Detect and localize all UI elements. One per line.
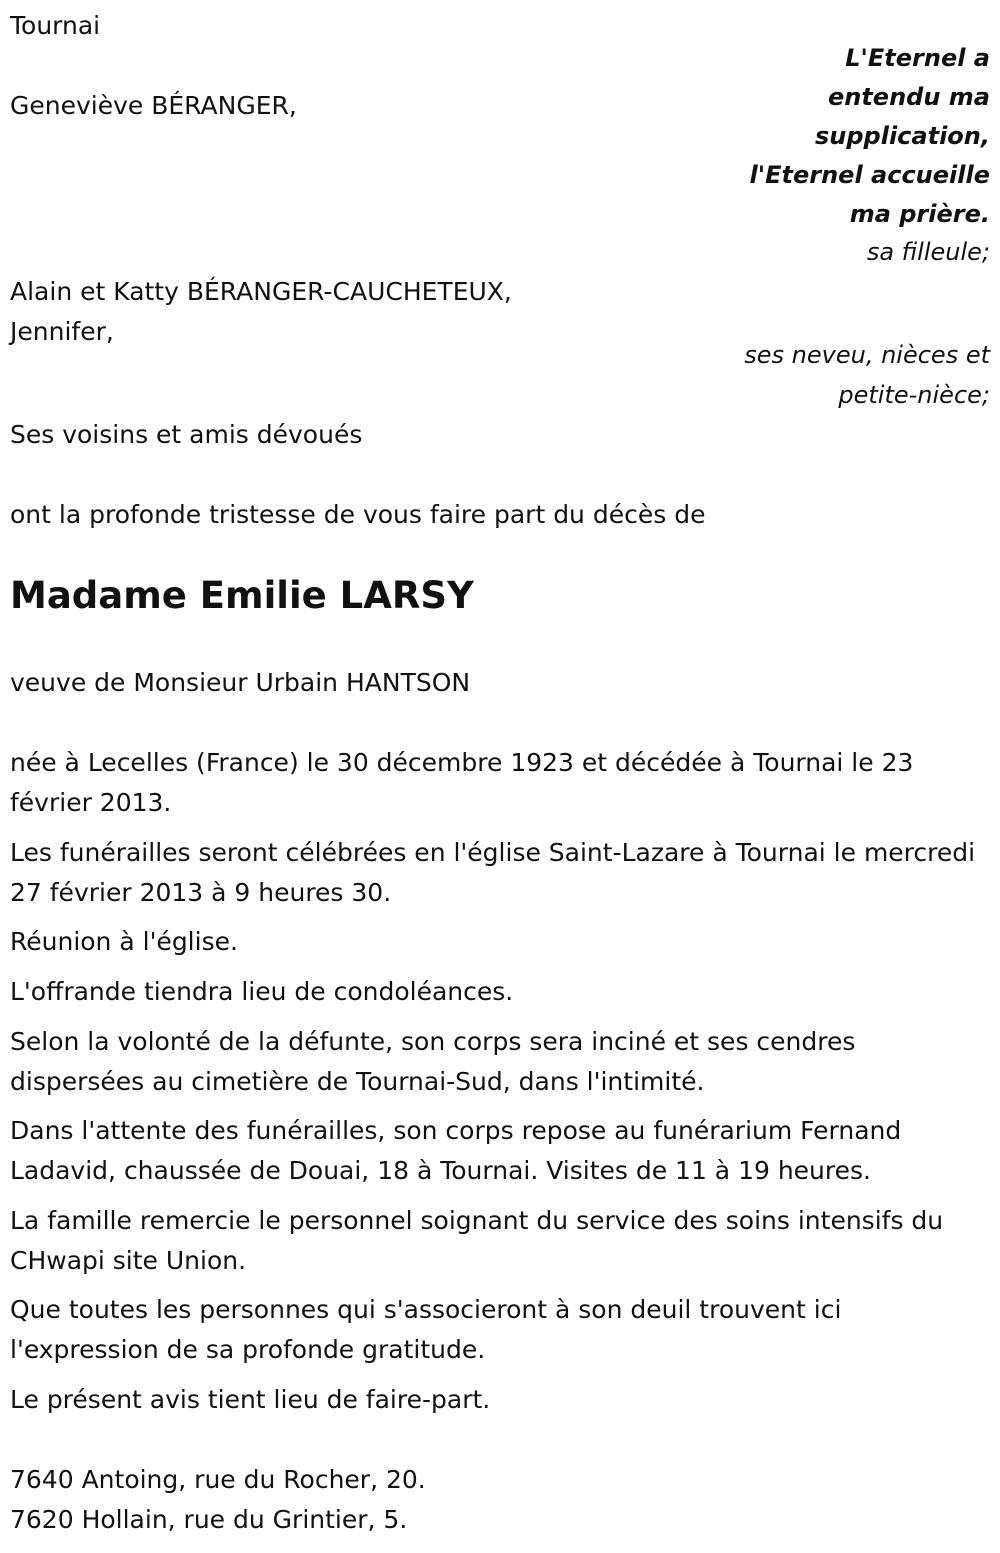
- funerarium-paragraph: Dans l'attente des funérailles, son corps repose au funérarium Fernand Ladavid, chaussée de Douai, 18 à Tournai. Visites de 11 à 19 heures.: [10, 1116, 902, 1185]
- quote-line-2: entendu ma: [827, 83, 990, 111]
- cremation-paragraph: Selon la volonté de la défunte, son corps sera inciné et ses cendres dispersées au cimetière de Tournai-Sud, dans l'intimité.: [10, 1027, 856, 1096]
- address-antoing: 7640 Antoing, rue du Rocher, 20.: [10, 1465, 426, 1494]
- birth-death-paragraph: née à Lecelles (France) le 30 décembre 1923 et décédée à Tournai le 23 février 2013.: [10, 748, 914, 817]
- deceased-name: Madame Emilie LARSY: [10, 574, 474, 617]
- deceased-spouse: veuve de Monsieur Urbain HANTSON: [10, 668, 471, 697]
- family-neighbours: Ses voisins et amis dévoués: [10, 420, 363, 449]
- notice-paragraph: Le présent avis tient lieu de faire-part.: [10, 1385, 491, 1414]
- meeting-paragraph: Réunion à l'église.: [10, 927, 238, 956]
- family-member-goddaughter: Geneviève BÉRANGER,: [10, 91, 297, 120]
- relation-goddaughter: sa filleule;: [866, 238, 990, 266]
- city-heading: Tournai: [10, 11, 101, 40]
- offering-paragraph: L'offrande tiendra lieu de condoléances.: [10, 977, 514, 1006]
- address-hollain: 7620 Hollain, rue du Grintier, 5.: [10, 1505, 408, 1534]
- thanks-paragraph: La famille remercie le personnel soignant du service des soins intensifs du CHwapi site Union.: [10, 1206, 944, 1275]
- family-member-niece: Jennifer,: [10, 317, 114, 346]
- quote-line-5: ma prière.: [849, 200, 990, 228]
- quote-line-4: l'Eternel accueille: [749, 161, 990, 189]
- gratitude-paragraph: Que toutes les personnes qui s'associeront à son deuil trouvent ici l'expression de sa profonde gratitude.: [10, 1295, 842, 1364]
- funeral-paragraph: Les funérailles seront célébrées en l'église Saint-Lazare à Tournai le mercredi 27 février 2013 à 9 heures 30.: [10, 838, 976, 907]
- relation-nephews-line-2: petite-nièce;: [838, 381, 990, 409]
- relation-nephews-line-1: ses neveu, nièces et: [744, 341, 990, 369]
- family-member-nephew: Alain et Katty BÉRANGER-CAUCHETEUX,: [10, 277, 512, 306]
- quote-line-3: supplication,: [815, 122, 990, 150]
- quote-line-1: L'Eternel a: [845, 44, 990, 72]
- announcement-text: ont la profonde tristesse de vous faire part du décès de: [10, 500, 706, 529]
